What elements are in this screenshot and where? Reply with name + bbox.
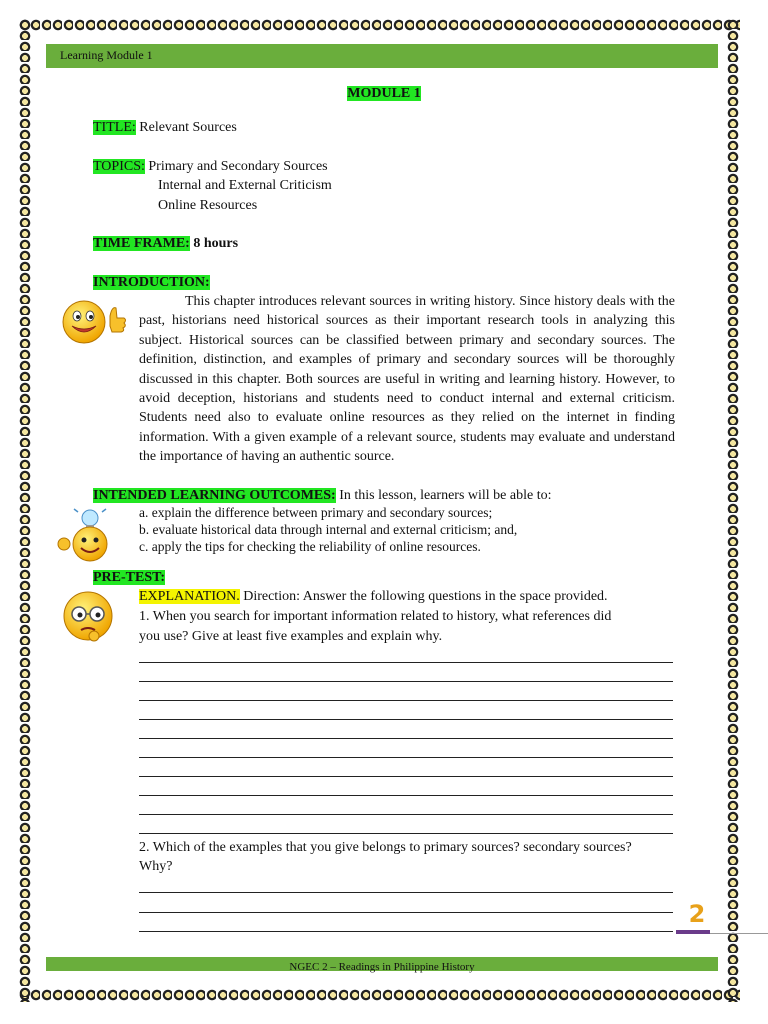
direction-text: Direction: Answer the following questions in the space provided. [243, 589, 608, 604]
answer-line[interactable] [139, 700, 673, 701]
topics-row [93, 157, 328, 176]
thumbs-up-smiley-icon [60, 296, 130, 346]
header-bar [46, 44, 718, 68]
answer-line[interactable] [139, 719, 673, 720]
page-number-underline [676, 930, 710, 934]
question-1-line-2: you use? Give at least five examples and explain why. [139, 629, 443, 644]
page-number: 2 [688, 900, 706, 928]
answer-line[interactable] [139, 738, 673, 739]
introduction-heading: INTRODUCTION: [93, 275, 210, 290]
footer-bar [46, 957, 718, 971]
time-frame-row [93, 234, 238, 253]
question-1-line-1: 1. When you search for important information related to history, what references did [139, 609, 612, 624]
question-2-line-2: Why? [139, 859, 173, 874]
outcome-item: b. evaluate historical data through internal and external criticism; and, [139, 522, 518, 537]
outcome-item: c. apply the tips for checking the reliability of online resources. [139, 539, 481, 554]
border-left [18, 18, 32, 1002]
title-label: TITLE: [93, 120, 136, 135]
title-row [93, 118, 237, 137]
pretest-direction-row [139, 587, 608, 606]
answer-line[interactable] [139, 757, 673, 758]
outcomes-row [93, 486, 552, 505]
answer-line[interactable] [139, 814, 673, 815]
outcome-item: a. explain the difference between primary and secondary sources; [139, 505, 493, 520]
border-top [18, 18, 740, 32]
introduction-text: This chapter introduces relevant sources in writing history. Since history deals with the past, historians need historical sources as their important research tools in analyzing this subject. Historical sources can be classified between primary and secondary sources. The definition, distinction, and examples of primary and secondary sources will be thoroughly discussed in this chapter. Both sources are useful in writing and learning history. However, to avoid deception, historians and students need to conduct internal and external criticism. Students need also to evaluate online resources as they relied on the internet in finding information. With a given example of a relevant source, students may evaluate and understand the importance of having an authentic source. [139, 294, 675, 465]
topic-item: Internal and External Criticism [158, 178, 332, 193]
answer-line[interactable] [139, 795, 673, 796]
answer-line[interactable] [139, 681, 673, 682]
answer-line[interactable] [139, 892, 673, 893]
answer-line[interactable] [139, 833, 673, 834]
border-right [726, 18, 740, 1002]
question-2-line-1: 2. Which of the examples that you give belongs to primary sources? secondary sources? [139, 840, 632, 855]
topic-item: Primary and Secondary Sources [148, 159, 328, 174]
header-text: Learning Module 1 [60, 48, 153, 62]
border-bottom [18, 988, 740, 1002]
topic-item: Online Resources [158, 198, 258, 213]
footer-text: NGEC 2 – Readings in Philippine History [289, 961, 475, 973]
pretest-heading: PRE-TEST: [93, 570, 166, 585]
thinking-smiley-icon [58, 588, 122, 644]
time-frame-label: TIME FRAME: [93, 236, 190, 251]
title-value: Relevant Sources [139, 120, 237, 135]
answer-line[interactable] [139, 662, 673, 663]
lightbulb-idea-smiley-icon [52, 506, 124, 562]
module-heading: MODULE 1 [347, 86, 421, 101]
time-frame-value: 8 hours [193, 236, 239, 251]
answer-line[interactable] [139, 931, 673, 932]
explanation-label: EXPLANATION. [139, 589, 240, 604]
topics-label: TOPICS: [93, 159, 145, 174]
answer-line[interactable] [139, 912, 673, 913]
answer-line[interactable] [139, 776, 673, 777]
outcomes-lead: In this lesson, learners will be able to: [339, 488, 552, 503]
page-number-rule [710, 933, 768, 934]
outcomes-label: INTENDED LEARNING OUTCOMES: [93, 488, 336, 503]
